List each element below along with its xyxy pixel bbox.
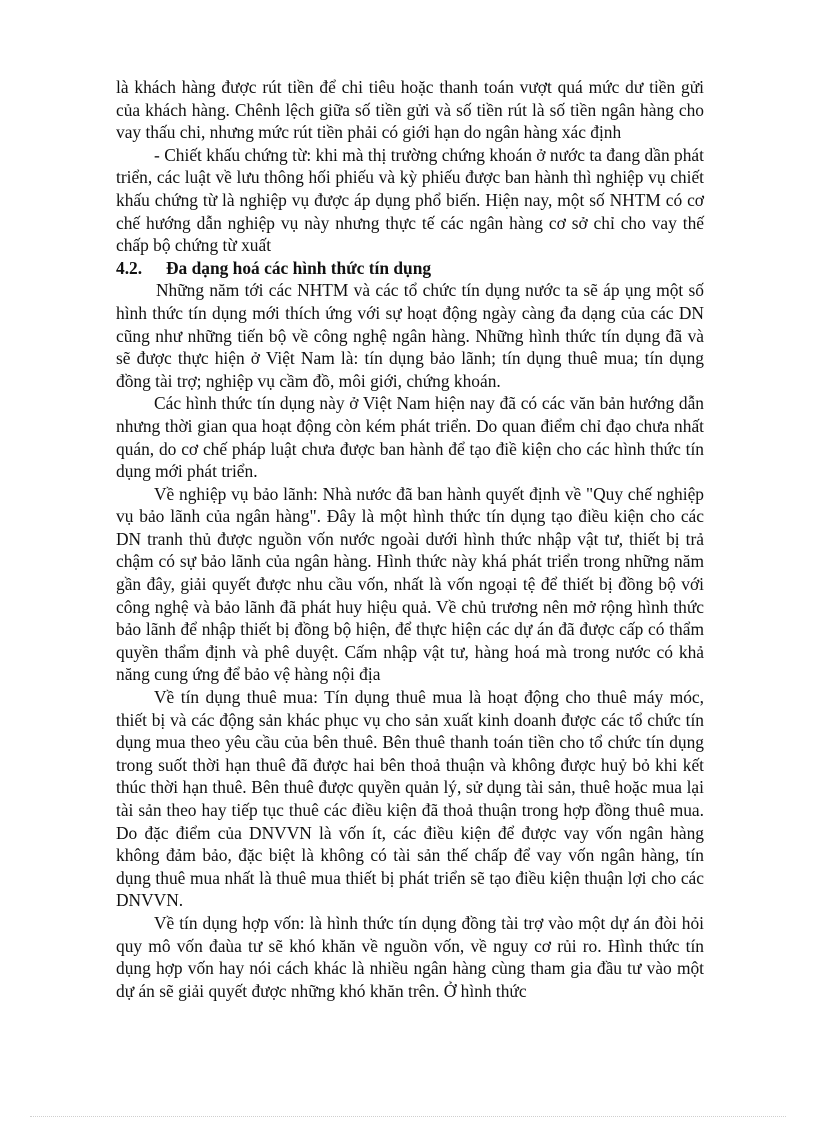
- paragraph-overdraft-continuation: là khách hàng được rút tiền để chi tiêu hoặc thanh toán vượt quá mức dư tiền gửi của khách hàng. Chênh lệch giữa số tiền gửi và số tiền rút là số tiền ngân hàng cho vay thấu chi, nhưng mức rút tiền phải có giới hạn do ngân hàng xác định: [116, 77, 704, 143]
- paragraph-guidance-status: Các hình thức tín dụng này ở Việt Nam hiện nay đã có các văn bản hướng dẫn nhưng thời gian qua hoạt động còn kém phát triển. Do quan điểm chỉ đạo chưa nhất quán, do cơ chế pháp luật chưa được ban hành để tạo điề kiện cho các hình thức tín dụng mới phát triển.: [116, 393, 704, 482]
- paragraph-document-discount: - Chiết khấu chứng từ: khi mà thị trường chứng khoán ở nước ta đang dần phát triển, các luật về lưu thông hối phiếu và kỳ phiếu được ban hành thì nghiệp vụ chiết khấu chứng từ là nghiệp vụ được áp dụng phổ biến. Hiện nay, một số NHTM có cơ chế hướng dẫn nghiệp vụ này nhưng thực tế các ngân hàng cơ sở chỉ cho vay thế chấp bộ chứng từ xuất: [116, 144, 704, 256]
- section-number: 4.2.: [116, 257, 143, 278]
- section-title: Đa dạng hoá các hình thức tín dụng: [166, 257, 432, 278]
- paragraph-new-credit-forms: Những năm tới các NHTM và các tổ chức tín dụng nước ta sẽ áp ụng một số hình thức tín dụng mới thích ứng với sự hoạt động ngày càng đa dạng của các DN cũng như những tiến bộ về công nghệ ngân hàng. Những hình thức tín dụng đã và sẽ được thực hiện ở Việt Nam là: tín dụng bảo lãnh; tín dụng thuê mua; tín dụng đồng tài trợ; nghiệp vụ cầm đồ, môi giới, chứng khoán.: [116, 280, 704, 391]
- paragraph-syndicated-credit: Về tín dụng hợp vốn: là hình thức tín dụng đồng tài trợ vào một dự án đòi hỏi quy mô vốn đaùa tư sẽ khó khăn về nguồn vốn, về nguy cơ rủi ro. Hình thức tín dụng hợp vốn hay nói cách khác là nhiều ngân hàng cùng tham gia đầu tư vào một dự án sẽ giải quyết được những khó khăn trên. Ở hình thức: [116, 912, 704, 1001]
- page-bottom-divider: [30, 1116, 786, 1117]
- paragraph-guarantee: Về nghiệp vụ bảo lãnh: Nhà nước đã ban hành quyết định về "Quy chế nghiệp vụ bảo lãnh của ngân hàng". Đây là một hình thức tín dụng tạo điều kiện cho các DN tranh thủ được nguồn vốn nước ngoài dưới hình thức nhập vật tư, thiết bị trả chậm có sự bảo lãnh của ngân hàng. Hình thức này khá phát triển trong những năm gần đây, giải quyết được nhu cầu vốn, nhất là vốn ngoại tệ để thiết bị đồng bộ với công nghệ và bảo lãnh đã phát huy hiệu quả. Về chủ trương nên mở rộng hình thức bảo lãnh để nhập thiết bị đồng bộ hiện, để thực hiện các dự án đã được cấp có thẩm quyền thẩm định và phê duyệt. Cấm nhập vật tư, hàng hoá mà trong nước có khả năng cung ứng để bảo vệ hàng nội địa: [116, 483, 704, 685]
- paragraph-leasing: Về tín dụng thuê mua: Tín dụng thuê mua là hoạt động cho thuê máy móc, thiết bị và các động sản khác phục vụ cho sản xuất kinh doanh được các tổ chức tín dụng mua theo yêu cầu của bên thuê. Bên thuê thanh toán tiền cho tổ chức tín dụng trong suốt thời hạn thuê đã được hai bên thoả thuận và không được huỷ bỏ khi kết thúc thời hạn thuê. Bên thuê được quyền quản lý, sử dụng tài sản, thuê hoặc mua lại tài sản theo hay tiếp tục thuê các điều kiện đã thoả thuận trong hợp đồng thuê mua. Do đặc điểm của DNVVN là vốn ít, các điều kiện để được vay vốn ngân hàng không đảm bảo, đặc biệt là không có tài sản thế chấp để vay vốn ngân hàng, tín dụng thuê mua nhất là thuê mua thiết bị phát triển sẽ tạo điều kiện thuận lợi cho các DNVVN.: [116, 687, 704, 911]
- document-page: [116, 76, 704, 1002]
- section-heading: [116, 257, 704, 280]
